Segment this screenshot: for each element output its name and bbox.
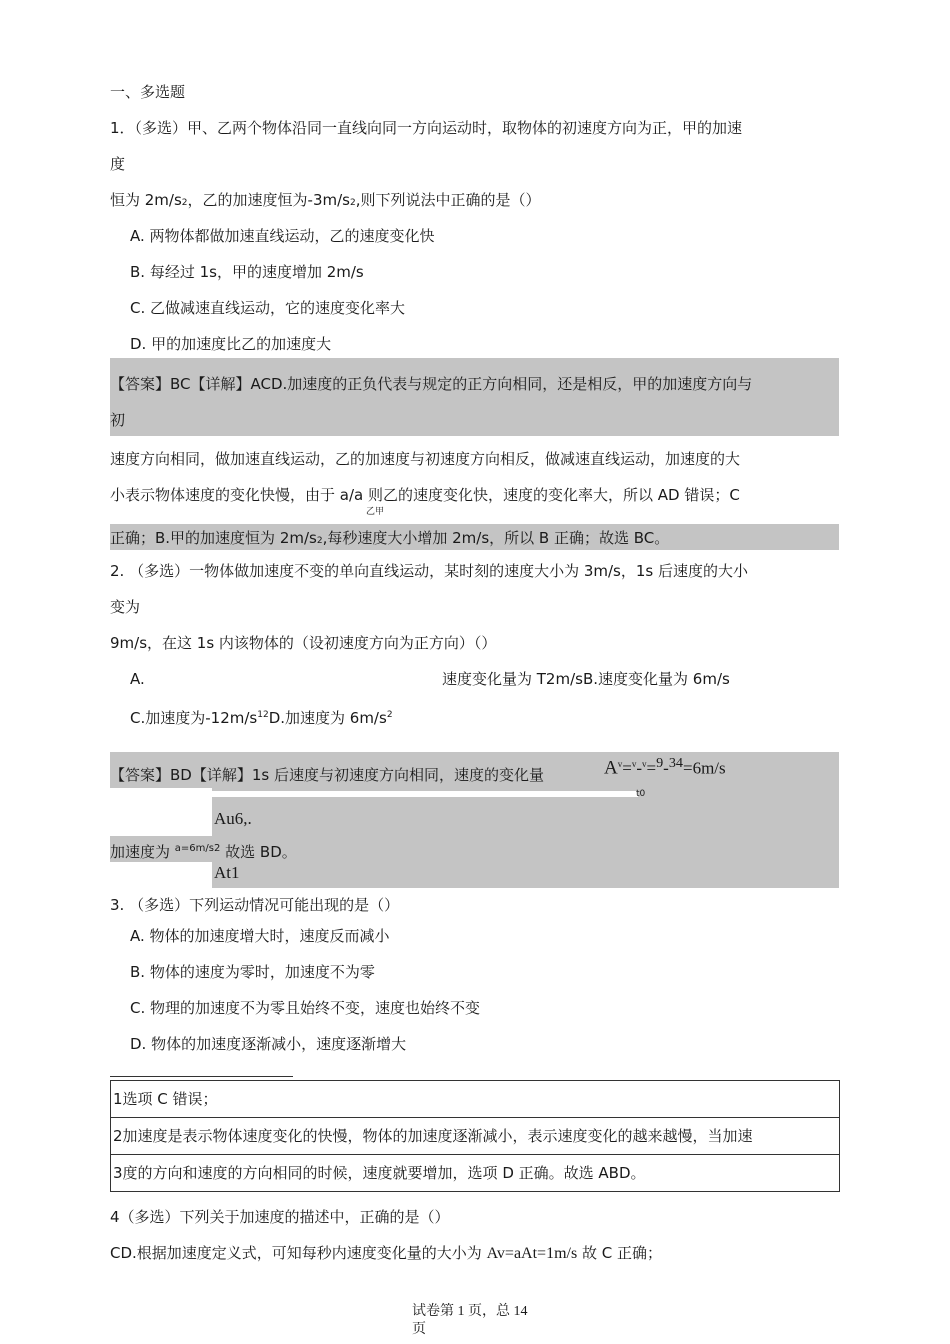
q3-answer-table [110,1080,840,1192]
q2-answer-frac-bottom: At1 [214,863,240,882]
q2-answer-divider [110,791,638,797]
q1-answer-line5 [110,527,669,552]
q1-stem-text-c: ，乙的加速度恒为-3m/s [187,191,350,209]
q1-answer-line1: 【答案】BC【详解】ACD.加速度的正负代表与规定的正方向相同，还是相反，甲的加速度方向与 [110,375,753,393]
formula-dash1: - [636,758,642,778]
q1-option-b: B. 每经过 1s，甲的速度增加 2m/s [130,263,364,281]
q2-option-a-label: A. [130,670,145,688]
q2-answer-formula [604,752,726,780]
page-footer-line2: 页 [412,1322,426,1337]
q1-answer-text-c: ,每秒速度大小增加 2m/s，所以 B 正确；故选 BC。 [322,529,670,547]
q1-answer-sub-b: 2 [316,536,323,546]
q4-stem: 4（多选）下列关于加速度的描述中，正确的是（） [110,1208,450,1226]
formula-v1: v [617,759,623,769]
table-row: 3度的方向和速度的方向相同的时候，速度就要增加，选项 D 正确。故选 ABD。 [111,1154,839,1191]
q1-stem-text-a: 恒为 2m/s [110,191,182,209]
q1-answer-line2: 初 [110,411,126,429]
formula-v3: v [642,759,647,769]
q2-answer-line2 [110,838,297,863]
formula-eq1: = [622,758,632,778]
q3-option-c: C. 物理的加速度不为零且始终不变，速度也始终不变 [130,999,481,1017]
q3-option-b: B. 物体的速度为零时，加速度不为零 [130,963,375,981]
page-footer-line1: 试卷第 1 页，总 14 [412,1304,528,1319]
q2-answer-shade-right [212,788,839,888]
q4-answer-text: CD.根据加速度定义式，可知每秒内速度变化量的大小为 [110,1244,487,1262]
q3-stem: 3. （多选）下列运动情况可能出现的是（） [110,896,400,914]
q1-answer-line3: 速度方向相同，做加速直线运动，乙的加速度与初速度方向相反，做减速直线运动，加速度的大 [110,450,741,468]
formula-eq2: = [646,758,657,778]
q1-stem-text-e: ,则下列说法中正确的是（） [355,191,541,209]
q2-stem-line3: 9m/s，在这 1s 内该物体的（设初速度方向为正方向）（） [110,634,497,652]
q3-option-d: D. 物体的加速度逐渐减小，速度逐渐增大 [130,1035,407,1053]
q4-answer [110,1242,662,1265]
q1-option-d: D. 甲的加速度比乙的加速度大 [130,335,332,353]
q1-answer-line4: 小表示物体速度的变化快慢，由于 a/a 则乙的速度变化快，速度的变化率大，所以 AD 错误；C [110,486,740,504]
q2-option-d-sup: 2 [386,710,393,720]
q1-answer-shade-top [110,358,839,436]
section-title: 一、多选题 [110,83,186,101]
q1-stem-line3 [110,189,540,214]
q4-answer-conclusion: 故 C 正确； [577,1244,662,1262]
q1-stem-sub-d: 2 [349,198,356,208]
q1-option-a: A. 两物体都做加速直线运动，乙的速度变化快 [130,227,435,245]
q2-option-d-text: D.加速度为 6m/s [268,709,387,727]
q2-answer-conclusion: 故选 BD。 [225,843,297,861]
q2-answer-line1: 【答案】BD【详解】1s 后速度与初速度方向相同，速度的变化量 [110,766,544,784]
formula-nine: 9 [656,755,664,771]
formula-thirty-four: 34 [668,755,683,771]
q4-answer-formula: Av=aAt=1m/s [486,1245,578,1262]
q1-stem-line1: 1．（多选）甲、乙两个物体沿同一直线向同一方向运动时，取物体的初速度方向为正，甲的加速 [110,119,743,137]
q1-option-c: C. 乙做减速直线运动，它的速度变化率大 [130,299,406,317]
q2-option-c-text: C.加速度为-12m/s [130,709,258,727]
formula-v2: v [631,759,637,769]
formula-delta: A [604,757,618,779]
q2-answer-frac-top: Au6,. [214,809,252,828]
q2-option-c-sup: 12 [257,710,269,720]
table-row: 1选项 C 错误； [113,1090,218,1108]
q2-answer-t0: t0 [636,789,646,799]
q3-option-a: A. 物体的加速度增大时，速度反而减小 [130,927,390,945]
formula-result: =6m/s [683,758,726,778]
q1-answer-text-a: 正确；B.甲的加速度恒为 2m/s [110,529,317,547]
q2-option-c-d [130,704,393,729]
q2-answer-accel-formula: a=6m/s2 [174,843,221,854]
q1-stem-sub-a: 2 [181,198,188,208]
q1-stem-line2: 度 [110,155,126,173]
table-row: 2加速度是表示物体速度变化的快慢，物体的加速度逐渐减小，表示速度变化的越来越慢，当加速 [111,1117,839,1154]
footnote-rule [110,1076,293,1077]
q2-answer-accel-label: 加速度为 [110,843,171,861]
q2-stem-line2: 变为 [110,598,141,616]
q1-answer-subscript: 乙甲 [366,507,385,517]
q2-stem-line1: 2. （多选）一物体做加速度不变的单向直线运动，某时刻的速度大小为 3m/s，1s 后速度的大小 [110,562,749,580]
q2-option-a-b: 速度变化量为 T2m/sB.速度变化量为 6m/s [442,670,730,688]
formula-dash2: - [663,758,669,778]
